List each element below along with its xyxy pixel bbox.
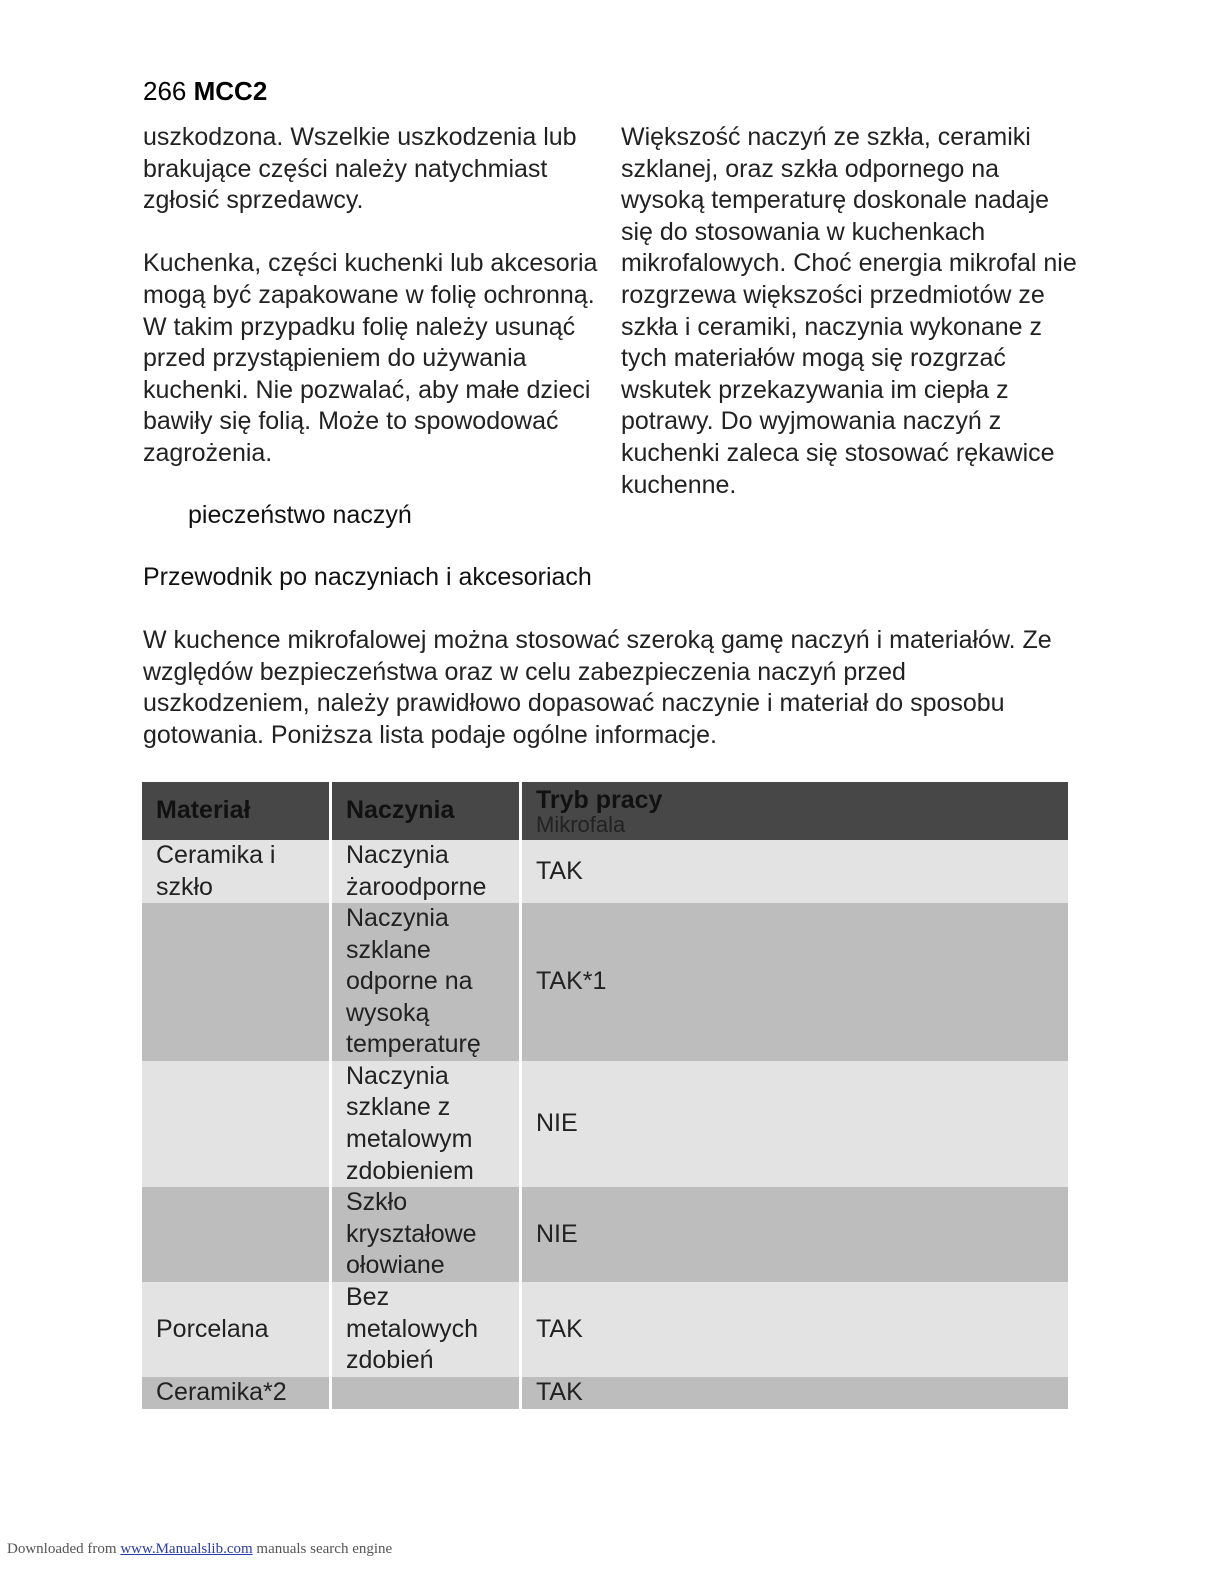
header-mode bbox=[522, 782, 1068, 840]
table-row bbox=[142, 1187, 1068, 1282]
table-row bbox=[142, 840, 1068, 903]
manualslib-link[interactable]: www.Manualslib.com bbox=[120, 1541, 253, 1557]
cell-vessels: Naczynia szklane z metalowym zdobieniem bbox=[332, 1061, 522, 1187]
header-mode-sub: Mikrofala bbox=[536, 811, 626, 837]
cell-vessels: Szkło kryształowe ołowiane bbox=[332, 1187, 522, 1282]
header-vessels: Naczynia bbox=[332, 782, 522, 840]
cell-material: Porcelana bbox=[142, 1282, 332, 1377]
model-name: MCC2 bbox=[193, 76, 268, 106]
table-header-row bbox=[142, 782, 1068, 840]
left-paragraph-1: uszkodzona. Wszelkie uszkodzenia lub brakujące części należy natychmiast zgłosić sprzedawcy. bbox=[143, 123, 577, 215]
page-header bbox=[143, 74, 267, 108]
cell-material bbox=[142, 1187, 332, 1282]
cell-vessels: Naczynia szklane odporne na wysoką temperaturę bbox=[332, 903, 522, 1061]
page-number: 266 bbox=[143, 76, 187, 106]
footer-suffix: manuals search engine bbox=[256, 1541, 393, 1557]
cell-material bbox=[142, 903, 332, 1061]
vessel-table bbox=[142, 782, 1068, 1409]
cell-vessels: Bez metalowych zdobień bbox=[332, 1282, 522, 1377]
subheading: pieczeństwo naczyń bbox=[188, 501, 412, 529]
cell-microwave: TAK*1 bbox=[522, 903, 1068, 1061]
section-title: Przewodnik po naczyniach i akcesoriach bbox=[143, 563, 592, 591]
cell-material: Ceramika i szkło bbox=[142, 840, 332, 903]
cell-microwave: NIE bbox=[522, 1187, 1068, 1282]
table-row bbox=[142, 1061, 1068, 1187]
table-row bbox=[142, 1282, 1068, 1377]
right-column bbox=[621, 122, 1081, 501]
cell-microwave: TAK bbox=[522, 840, 1068, 903]
right-paragraph-1: Większość naczyń ze szkła, ceramiki szklanej, oraz szkła odpornego na wysoką temperaturę doskonale nadaje się do stosowania w kuchenkach mikrofalowych. Choć energia mikrofal nie rozgrzewa większości przedmiotów ze szkła i ceramiki, naczynia wykonane z tych materiałów mogą się rozgrzać wskutek przekazywania im ciepła z potrawy. Do wyjmowania naczyń z kuchenki zaleca się stosować rękawice kuchenne. bbox=[621, 123, 1077, 499]
left-column bbox=[143, 122, 603, 470]
footer bbox=[7, 1541, 392, 1558]
cell-vessels bbox=[332, 1377, 522, 1409]
header-mode-label: Tryb pracy bbox=[536, 785, 663, 814]
cell-vessels: Naczynia żaroodporne bbox=[332, 840, 522, 903]
cell-material bbox=[142, 1061, 332, 1187]
table-row bbox=[142, 1377, 1068, 1409]
left-paragraph-2: Kuchenka, części kuchenki lub akcesoria mogą być zapakowane w folię ochronną. W takim przypadku folię należy usunąć przed przystąpieniem do używania kuchenki. Nie pozwalać, aby małe dzieci bawiły się folią. Może to spowodować zagrożenia. bbox=[143, 249, 598, 467]
footer-prefix: Downloaded from bbox=[7, 1541, 117, 1557]
cell-microwave: NIE bbox=[522, 1061, 1068, 1187]
header-material: Materiał bbox=[142, 782, 332, 840]
intro-paragraph: W kuchence mikrofalowej można stosować szeroką gamę naczyń i materiałów. Ze względów bezpieczeństwa oraz w celu zabezpieczenia naczyń przed uszkodzeniem, należy prawidłowo dopasować naczynie i materiał do sposobu gotowania. Poniższa lista podaje ogólne informacje. bbox=[143, 626, 1052, 749]
cell-microwave: TAK bbox=[522, 1282, 1068, 1377]
table-row bbox=[142, 903, 1068, 1061]
cell-material: Ceramika*2 bbox=[142, 1377, 332, 1409]
cell-microwave: TAK bbox=[522, 1377, 1068, 1409]
